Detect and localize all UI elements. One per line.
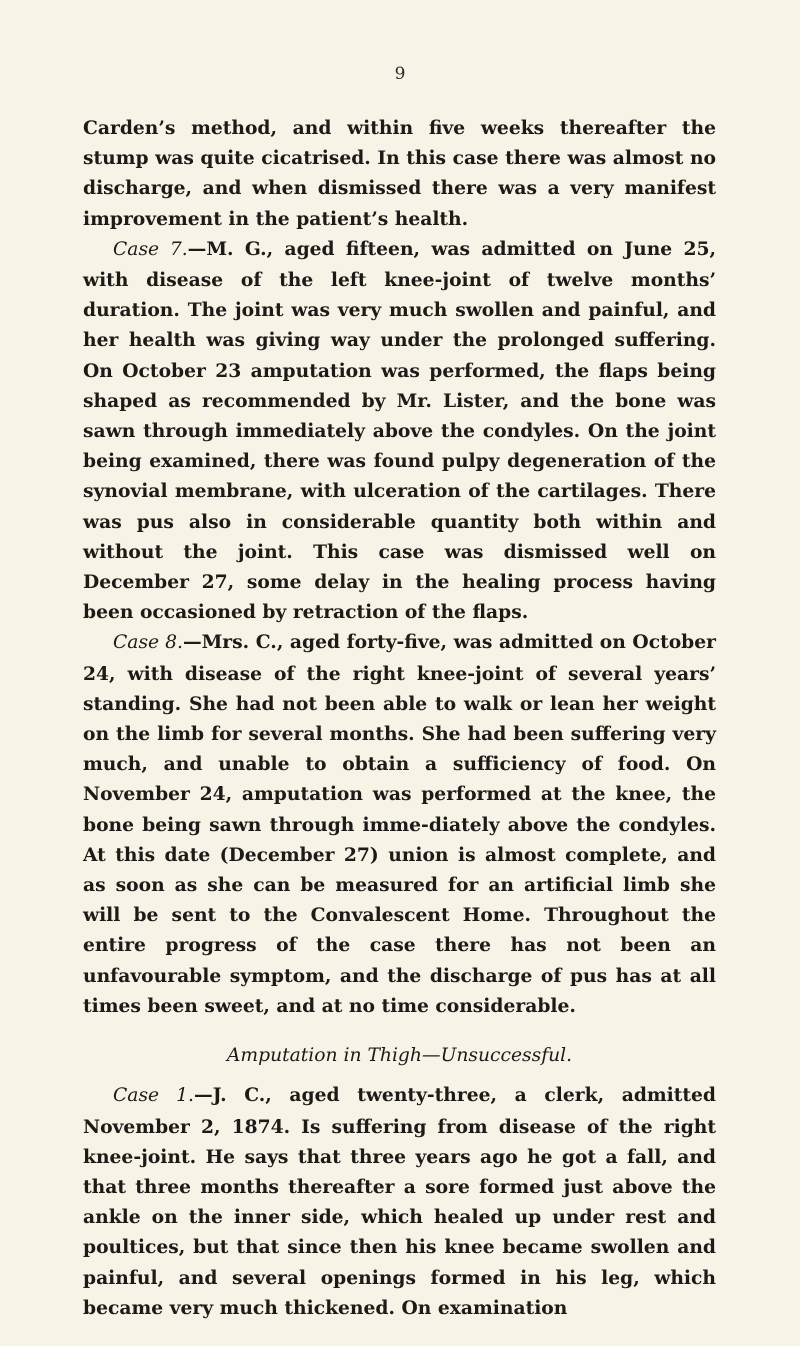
case-text: —J. C., aged twenty-three, a clerk, admitted November 2, 1874. Is suffering from disease of the right knee-joint. He says that three years ago he got a fall, and that three months thereafter a sore formed just above the ankle on the inner side, which healed up under rest and poultices, but that since then his knee became swollen and painful, and several openings formed in his leg, which became very much thickened. On examination (83, 1084, 716, 1319)
body-text (83, 113, 716, 1323)
case-label: Case 8. (113, 632, 183, 654)
page-number: 9 (394, 64, 406, 84)
section-heading: Amputation in Thigh—Unsuccessful. (226, 1045, 573, 1067)
case-text: —Mrs. C., aged forty-five, was admitted on October 24, with disease of the right knee-joint of several years’ standing. She had not been able to walk or lean her weight on the limb for several months. She had been suffering very much, and unable to obtain a sufficiency of food. On November 24, amputation was performed at the knee, the bone being sawn through imme-diately above the condyles. At this date (December 27) union is almost complete, and as soon as she can be measured for an artificial limb she will be sent to the Convalescent Home. Throughout the entire progress of the case there has not been an unfavourable symptom, and the discharge of pus has at all times been sweet, and at no time considerable. (83, 631, 716, 1017)
case-text: —M. G., aged fifteen, was admitted on June 25, with disease of the left knee-joint of twelve months’ duration. The joint was very much swollen and painful, and her health was giving way under the prolonged suffering. On October 23 amputation was performed, the flaps being shaped as recommended by Mr. Lister, and the bone was sawn through immediately above the condyles. On the joint being examined, there was found pulpy degeneration of the synovial membrane, with ulceration of the cartilages. There was pus also in considerable quantity both within and without the joint. This case was dismissed well on December 27, some delay in the healing process having been occasioned by retraction of the flaps. (83, 237, 717, 624)
case-label: Case 7. (113, 238, 188, 260)
paragraph-continuation: Carden’s method, and within five weeks thereafter the stump was quite cicatrised. In this case there was almost no discharge, and when dismissed there was a very manifest improvement in the patient’s health. (83, 117, 716, 230)
case-label: Case 1. (113, 1085, 194, 1107)
paragraph-case-7 (83, 234, 716, 628)
paragraph-case-8 (83, 627, 716, 1021)
paragraph-case-1 (83, 1080, 716, 1323)
